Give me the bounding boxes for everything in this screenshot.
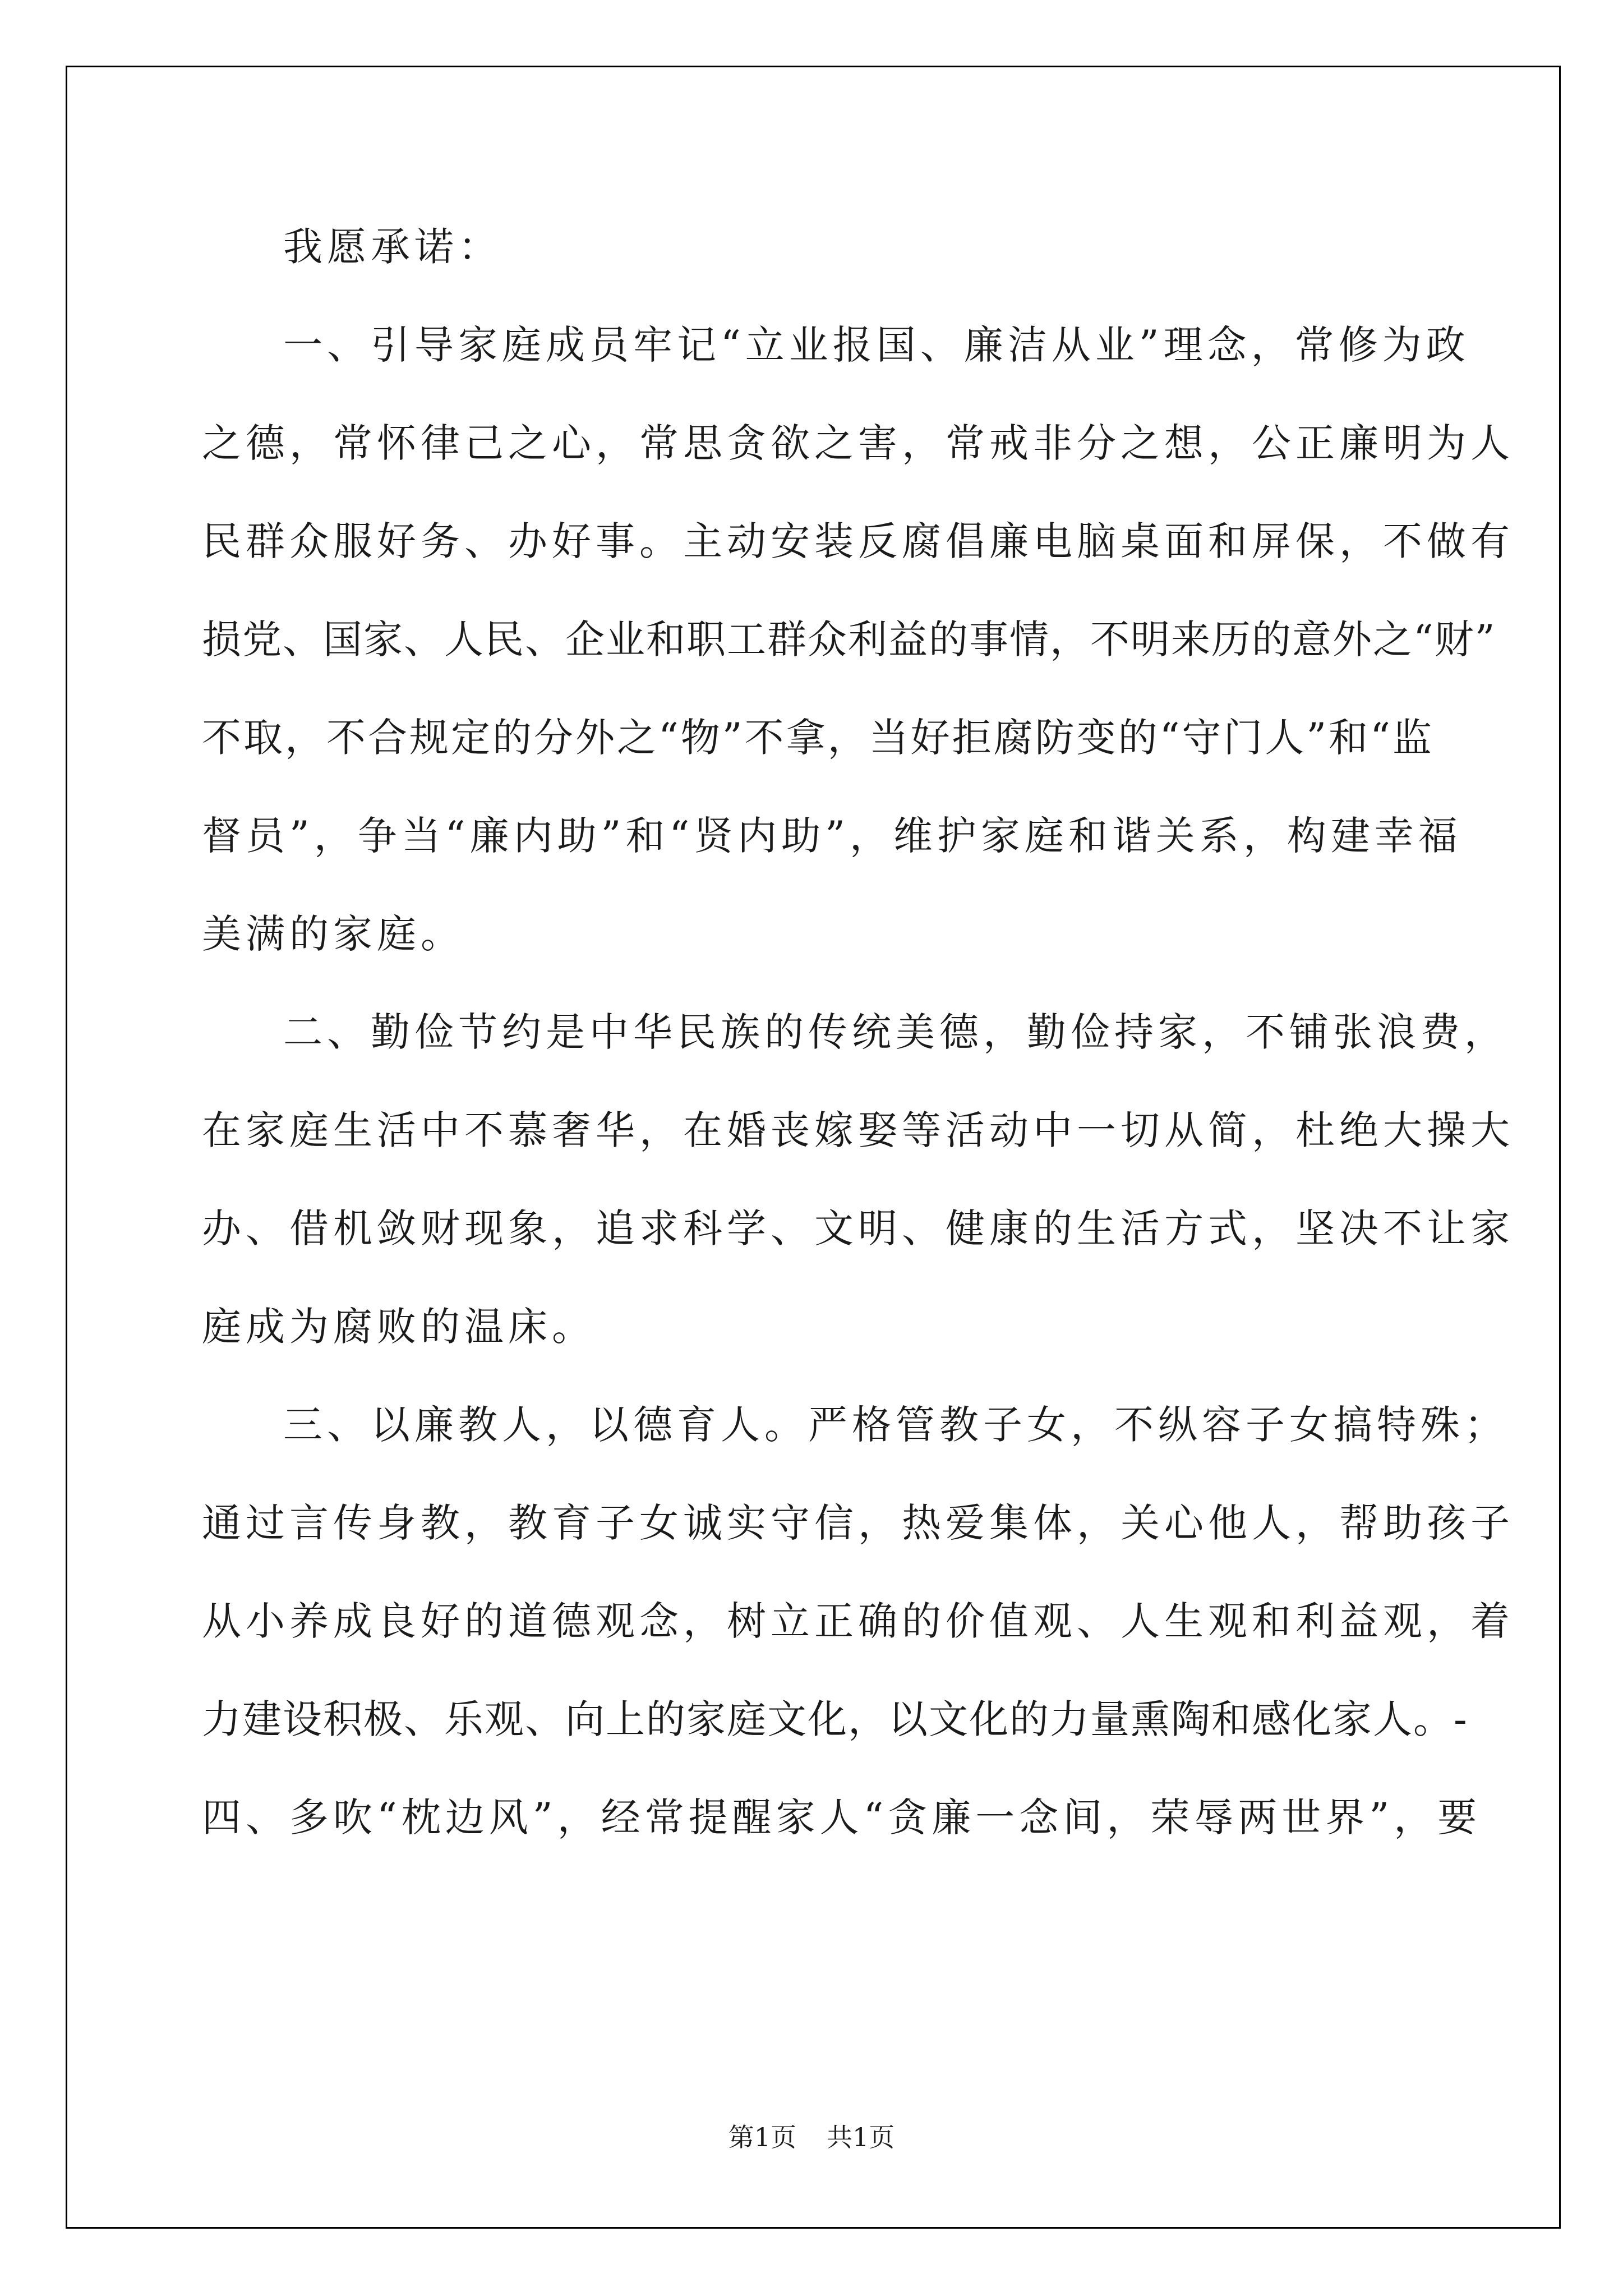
text-line: 从小养成良好的道德观念，树立正确的价值观、人生观和利益观，着: [202, 1598, 1514, 1644]
page-footer: [0, 2120, 1623, 2154]
text-line: 督员”，争当“廉内助”和“贤内助”，维护家庭和谐关系，构建幸福: [202, 813, 1462, 859]
text-line: 力建设积极、乐观、向上的家庭文化，以文化的力量熏陶和感化家人。-: [202, 1696, 1468, 1742]
text-line: 庭成为腐败的温床。: [202, 1304, 596, 1350]
text-line: 三、以廉教人，以德育人。严格管教子女，不纵容子女搞特殊；: [283, 1402, 1508, 1448]
text-line: 损党、国家、人民、企业和职工群众利益的事情，不明来历的意外之“财”: [202, 616, 1496, 662]
text-line: 不取，不合规定的分外之“物”不拿，当好拒腐防变的“守门人”和“监: [202, 715, 1434, 761]
text-line: 一、引导家庭成员牢记“立业报国、廉洁从业”理念，常修为政: [283, 322, 1470, 368]
text-line: 四、多吹“枕边风”，经常提醒家人“贪廉一念间，荣辱两世界”，要: [202, 1795, 1482, 1841]
text-line: 之德，常怀律己之心，常思贪欲之害，常戒非分之想，公正廉明为人: [202, 420, 1514, 466]
text-line: 办、借机敛财现象，追求科学、文明、健康的生活方式，坚决不让家: [202, 1205, 1514, 1251]
page-total: 共1页: [827, 2122, 895, 2152]
text-line: 美满的家庭。: [202, 911, 464, 957]
text-line: 二、勤俭节约是中华民族的传统美德，勤俭持家，不铺张浪费，: [283, 1009, 1508, 1055]
text-line: 民群众服好务、办好事。主动安装反腐倡廉电脑桌面和屏保，不做有: [202, 518, 1514, 564]
page-number: 第1页: [728, 2122, 796, 2152]
text-line: 我愿承诺：: [283, 224, 502, 270]
text-line: 在家庭生活中不慕奢华，在婚丧嫁娶等活动中一切从简，杜绝大操大: [202, 1107, 1514, 1153]
text-line: 通过言传身教，教育子女诚实守信，热爱集体，关心他人，帮助孩子: [202, 1500, 1514, 1546]
